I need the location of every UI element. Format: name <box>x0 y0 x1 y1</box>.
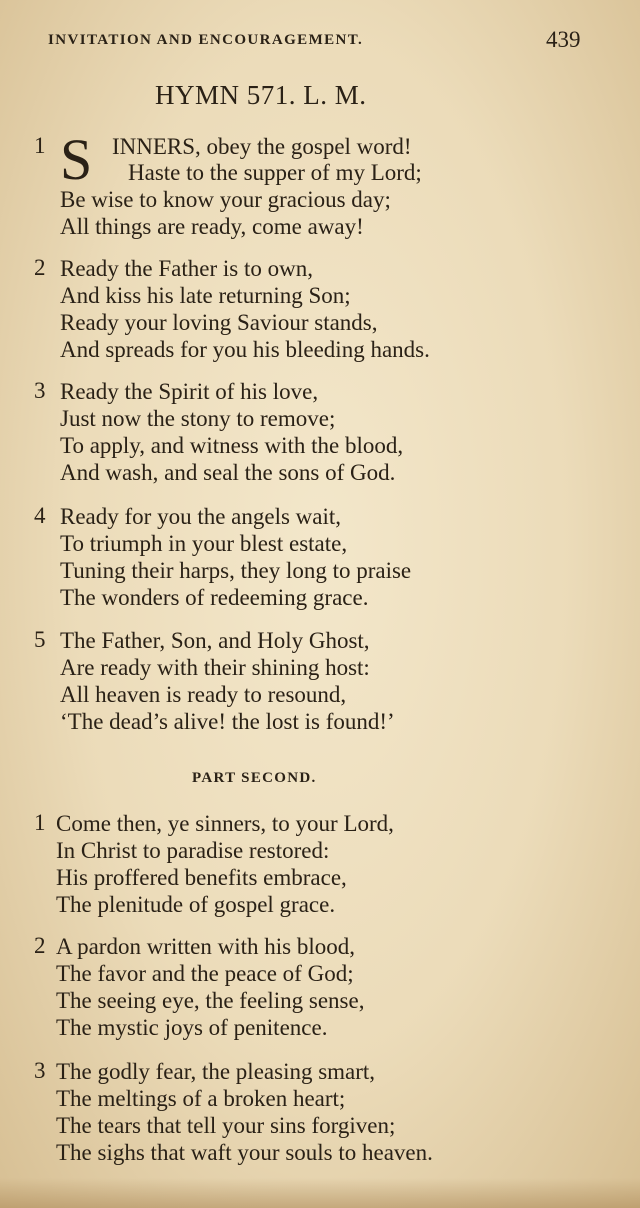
stanza-line: And kiss his late returning Son; <box>60 283 351 308</box>
stanza-line: To apply, and witness with the blood, <box>60 433 404 458</box>
stanza-line: The godly fear, the pleasing smart, <box>56 1059 376 1084</box>
stanza-line: All things are ready, come away! <box>60 214 364 239</box>
stanza-line: His proffered benefits embrace, <box>56 865 347 890</box>
stanza-number: 5 <box>34 627 46 652</box>
stanza-line: The Father, Son, and Holy Ghost, <box>60 628 370 653</box>
stanza-line: Tuning their harps, they long to praise <box>60 558 412 583</box>
stanza-line: And wash, and seal the sons of God. <box>60 460 396 485</box>
stanza-line: The seeing eye, the feeling sense, <box>56 988 365 1013</box>
stanza-number: 1 <box>34 133 46 158</box>
drop-cap-letter: S <box>60 127 93 192</box>
stanza-line: In Christ to paradise restored: <box>56 838 330 863</box>
stanza-line: Ready the Spirit of his love, <box>60 379 319 404</box>
stanza-line: Ready your loving Saviour stands, <box>60 310 378 335</box>
stanza-line: The sighs that waft your souls to heaven. <box>56 1140 433 1165</box>
stanza-line: Haste to the supper of my Lord; <box>128 160 422 185</box>
stanza-number: 2 <box>34 933 46 958</box>
stanza-line: Come then, ye sinners, to your Lord, <box>56 811 394 836</box>
stanza-line: The mystic joys of penitence. <box>56 1015 328 1040</box>
stanza-number: 4 <box>34 503 46 528</box>
stanza-number: 2 <box>34 255 46 280</box>
hymn-title: HYMN 571. L. M. <box>155 80 367 110</box>
stanza-line: Ready for you the angels wait, <box>60 504 342 529</box>
stanza-line: The wonders of redeeming grace. <box>60 585 369 610</box>
stanza-line: Are ready with their shining host: <box>60 655 370 680</box>
stanza-line: Just now the stony to remove; <box>60 406 336 431</box>
page-number: 439 <box>546 27 581 52</box>
stanza-line: The plenitude of gospel grace. <box>56 892 336 917</box>
stanza-line: Ready the Father is to own, <box>60 256 313 281</box>
stanza-number: 3 <box>34 1058 46 1083</box>
stanza-line: ‘The dead’s alive! the lost is found!’ <box>60 709 395 734</box>
running-head: INVITATION AND ENCOURAGEMENT. <box>48 32 364 48</box>
part-second-heading: PART SECOND. <box>192 770 317 786</box>
stanza-line: The meltings of a broken heart; <box>56 1086 346 1111</box>
stanza-line: All heaven is ready to resound, <box>60 682 347 707</box>
stanza-line: The tears that tell your sins forgiven; <box>56 1113 396 1138</box>
stanza-line: INNERS, obey the gospel word! <box>112 134 412 159</box>
stanza-line: A pardon written with his blood, <box>56 934 355 959</box>
stanza-number: 1 <box>34 810 46 835</box>
stanza-line: To triumph in your blest estate, <box>60 531 348 556</box>
stanza-line: The favor and the peace of God; <box>56 961 354 986</box>
stanza-line: And spreads for you his bleeding hands. <box>60 337 430 362</box>
stanza-number: 3 <box>34 378 46 403</box>
stanza-line: Be wise to know your gracious day; <box>60 187 391 212</box>
